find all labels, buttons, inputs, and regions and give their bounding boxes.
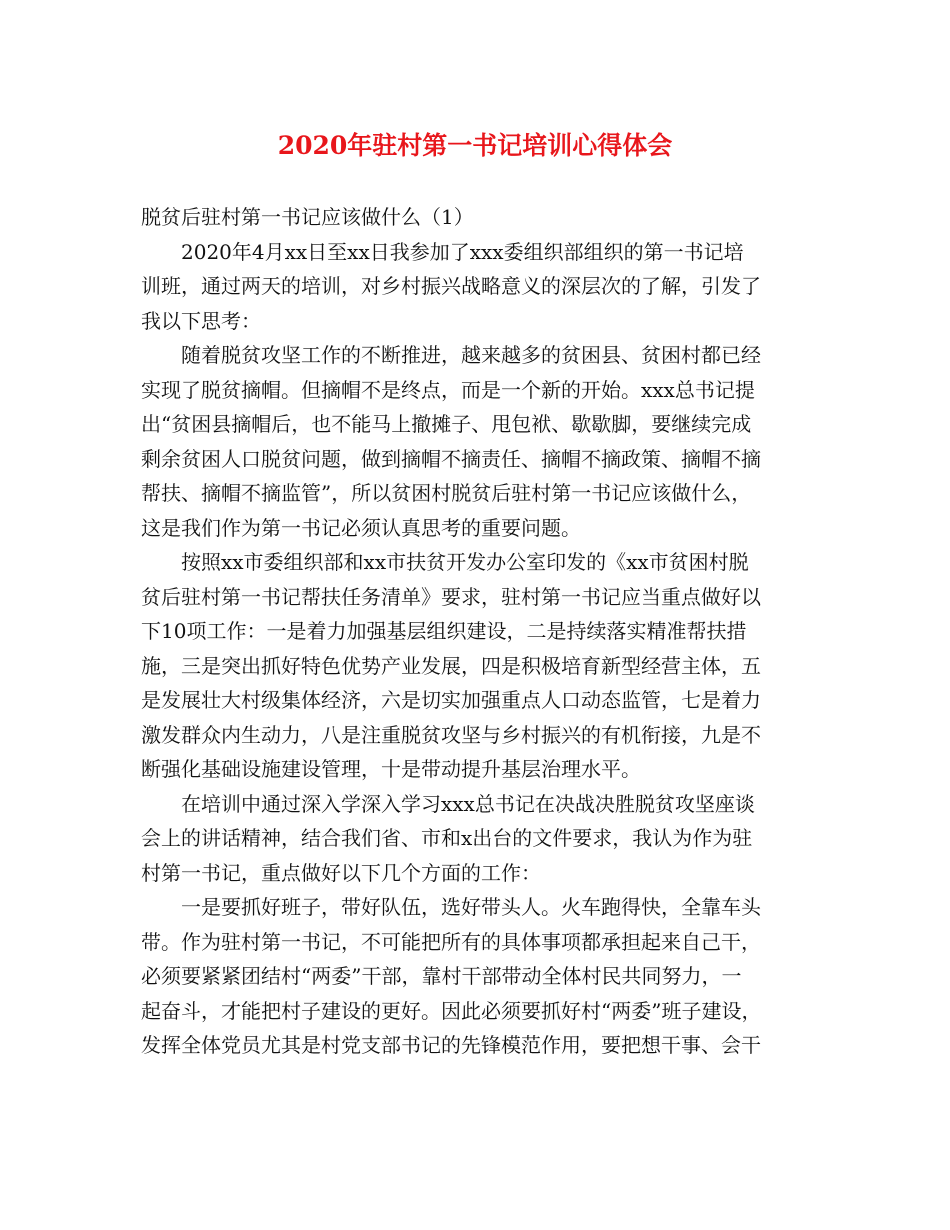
- body-line: 断强化基础设施建设管理，十是带动提升基层治理水平。: [141, 757, 641, 781]
- body-line: 帮扶、摘帽不摘监管”，所以贫困村脱贫后驻村第一书记应该做什么，: [141, 481, 752, 505]
- body-line: 我以下思考：: [141, 308, 261, 333]
- body-line: 2020年4月xx日至xx日我参加了xxx委组织部组织的第一书记培: [181, 239, 744, 264]
- body-line: 训班，通过两天的培训，对乡村振兴战略意义的深层次的了解，引发了: [141, 274, 761, 298]
- body-line: 村第一书记，重点做好以下几个方面的工作：: [141, 860, 541, 885]
- document-body: [141, 200, 821, 1063]
- body-line: 一是要抓好班子，带好队伍，选好带头人。火车跑得快，全靠车头: [181, 895, 761, 919]
- body-line: 施，三是突出抓好特色优势产业发展，四是积极培育新型经营主体，五: [141, 653, 761, 678]
- body-line: 会上的讲话精神，结合我们省、市和x出台的文件要求，我认为作为驻: [141, 826, 753, 850]
- body-line: 发挥全体党员尤其是村党支部书记的先锋模范作用，要把想干事、会干: [141, 1033, 761, 1057]
- body-line: 按照xx市委组织部和xx市扶贫开发办公室印发的《xx市贫困村脱: [181, 550, 749, 574]
- body-line: 是发展壮大村级集体经济，六是切实加强重点人口动态监管，七是着力: [141, 688, 761, 712]
- body-line: 随着脱贫攻坚工作的不断推进，越来越多的贫困县、贫困村都已经: [181, 343, 761, 367]
- body-line: 下10项工作：一是着力加强基层组织建设，二是持续落实精准帮扶措: [141, 619, 747, 643]
- body-line: 必须要紧紧团结村“两委”干部，靠村干部带动全体村民共同努力，一: [141, 964, 742, 988]
- document-title: 2020年驻村第一书记培训心得体会: [277, 131, 673, 160]
- body-line: 脱贫后驻村第一书记应该做什么（1）: [141, 205, 474, 229]
- body-line: 起奋斗，才能把村子建设的更好。因此必须要抓好村“两委”班子建设，: [141, 998, 762, 1023]
- body-line: 带。作为驻村第一书记，不可能把所有的具体事项都承担起来自己干，: [141, 929, 761, 954]
- body-line: 实现了脱贫摘帽。但摘帽不是终点，而是一个新的开始。xxx总书记提: [141, 377, 755, 402]
- body-line: 出“贫困县摘帽后，也不能马上撤摊子、甩包袱、歇歇脚，要继续完成: [141, 412, 752, 436]
- body-line: 在培训中通过深入学深入学习xxx总书记在决战决胜脱贫攻坚座谈: [181, 791, 755, 816]
- body-line: 贫后驻村第一书记帮扶任务清单》要求，驻村第一书记应当重点做好以: [141, 584, 761, 609]
- body-line: 这是我们作为第一书记必须认真思考的重要问题。: [141, 515, 581, 540]
- body-line: 激发群众内生动力，八是注重脱贫攻坚与乡村振兴的有机衔接，九是不: [141, 722, 761, 747]
- body-line: 剩余贫困人口脱贫问题，做到摘帽不摘责任、摘帽不摘政策、摘帽不摘: [141, 446, 761, 471]
